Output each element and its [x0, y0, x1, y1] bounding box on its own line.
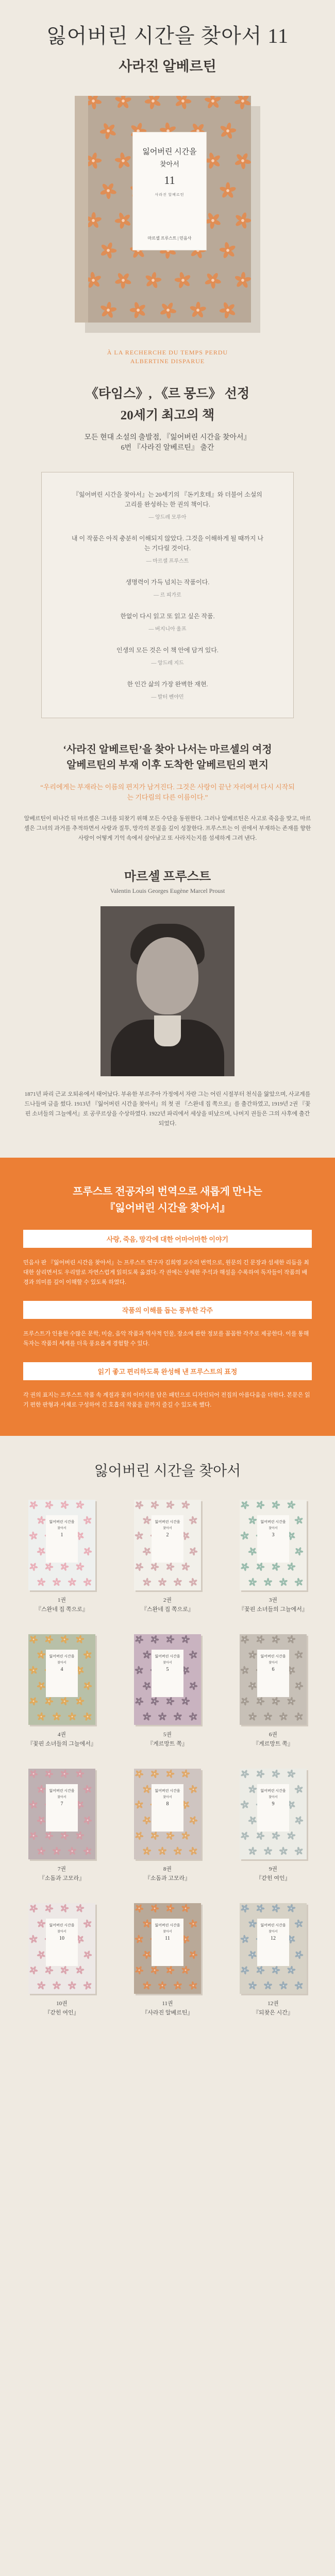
quote: [70, 612, 265, 634]
volume-cover: [134, 1769, 201, 1859]
volume-label-subtitle: 찾아서: [163, 1796, 172, 1799]
volume-label: [46, 1515, 78, 1563]
volume-name: 『갇힌 여인』: [44, 2010, 79, 2016]
feature-text: 민음사 판 『잃어버린 시간을 찾아서』는 프루스트 연구자 김희영 교수의 번역으로, 원문의 긴 문장과 섬세한 리듬을 최대한 살리면서도 우리말로 자연스럽게 읽히도록 옮겼다. 각 권에는 상세한 주석과 해설을 수록하여 독자들이 작품의 배경과 의미를 깊이 이해할 수 있도록 하였다.: [23, 1260, 309, 1285]
volume-item[interactable]: [23, 1769, 100, 1883]
volume-label-number: 10: [59, 1936, 64, 1941]
feature-banner: 사랑, 죽음, 망각에 대한 어마어마한 이야기: [23, 1230, 312, 1248]
portrait-shirt: [154, 1015, 181, 1046]
volume-label: [152, 1650, 183, 1697]
volume-name: 『사라진 알베르틴』: [142, 2010, 193, 2016]
volume-number: 9권: [269, 1866, 278, 1872]
quote-source: — 앙드레 모루아: [148, 515, 187, 520]
book-label-number: 11: [164, 174, 175, 187]
volume-name: 『게르망트 쪽』: [253, 1741, 293, 1747]
volume-name: 『갇힌 여인』: [256, 1875, 291, 1882]
volume-label: [257, 1919, 289, 1966]
translation-heading: [0, 1183, 335, 1216]
volume-item[interactable]: [129, 1903, 206, 2017]
volume-cover: [134, 1903, 201, 1994]
volume-label-subtitle: 찾아서: [163, 1930, 172, 1934]
volume-label-title: 잃어버린 시간을: [155, 1654, 180, 1658]
volume-item[interactable]: [23, 1634, 100, 1748]
volume-label: [152, 1784, 183, 1832]
release-text-line2: 6번 『사라진 알베르틴』 출간: [121, 444, 214, 452]
volume-label-title: 잃어버린 시간을: [155, 1520, 180, 1524]
synopsis-lead: “우리에게는 부재라는 이름의 편지가 남겨진다. 그것은 사랑이 끝난 자리에서 다시 시작되는 기다림의 다른 이름이다.”: [40, 783, 295, 801]
feature-banner: 작품의 이해를 돕는 풍부한 각주: [23, 1301, 312, 1319]
volume-cover: [28, 1903, 95, 1994]
author-bio: 1871년 파리 근교 오퇴유에서 태어났다. 부유한 부르주아 가정에서 자란 그는 어린 시절부터 천식을 앓았으며, 사교계를 드나들며 글을 썼다. 1913년 『잃어버린 시간을 찾아서』의 첫 권 『스완네 집 쪽으로』를 출간하였고, 1919년 2권 『꽃핀 소녀들의 그늘에서』로 공쿠르상을 수상하였다. 1922년 파리에서 세상을 떠났으며, 나머지 권들은 그의 사후에 출간되었다.: [24, 1091, 311, 1127]
feature-text: 프루스트가 인용한 수많은 문학, 미술, 음악 작품과 역사적 인물, 장소에 관한 정보를 꼼꼼한 각주로 제공한다. 이를 통해 독자는 작품의 세계를 더욱 풍요롭게 경험할 수 있다.: [23, 1331, 309, 1347]
book-label-line2: 찾아서: [160, 160, 179, 168]
synopsis-heading-line2: 알베르틴의 부재 이후 도착한 알베르틴의 편지: [66, 759, 269, 771]
volume-label-number: 5: [166, 1667, 169, 1672]
synopsis-body: 알베르틴이 떠나간 뒤 마르셀은 그녀를 되찾기 위해 모든 수단을 동원한다. 그러나 알베르틴은 사고로 죽음을 맞고, 마르셀은 그녀의 과거를 추적하면서 사랑과 질투, 망각의 본질을 깊이 성찰한다. 프루스트는 이 권에서 부재하는 존재를 향한 사랑이 어떻게 기억 속에서 살아남고 또 사라지는지를 섬세하게 그려 낸다.: [24, 816, 311, 841]
book-spine: [75, 96, 89, 323]
volume-label-subtitle: 찾아서: [57, 1930, 66, 1934]
volume-cover: [240, 1903, 307, 1994]
volume-item[interactable]: [129, 1769, 206, 1883]
volume-label-number: 11: [165, 1936, 170, 1941]
volume-label-number: 6: [272, 1667, 275, 1672]
release-text: [0, 433, 335, 453]
quote-box: [41, 472, 294, 718]
volume-label: [257, 1650, 289, 1697]
book-front: [88, 96, 251, 323]
quote: [70, 490, 265, 522]
volume-label-subtitle: 찾아서: [57, 1796, 66, 1799]
volume-number: 2권: [163, 1597, 172, 1603]
volume-label-title: 잃어버린 시간을: [260, 1654, 286, 1658]
volume-label-title: 잃어버린 시간을: [49, 1520, 75, 1524]
quote: [70, 578, 265, 600]
quote-text: 인생의 모든 것은 이 책 안에 담겨 있다.: [116, 647, 219, 654]
award-line2: 20세기 최고의 책: [120, 409, 215, 422]
volume-number: 8권: [163, 1866, 172, 1872]
quote-text: 내 이 작품은 아직 충분히 이해되지 않았다. 그것을 이해하게 될 때까지 나는 기다릴 것이다.: [71, 535, 264, 552]
synopsis-heading: [0, 742, 335, 773]
quote: [70, 680, 265, 702]
volume-label-number: 12: [271, 1936, 276, 1941]
quote: [70, 534, 265, 566]
book-label-publisher: 마르셀 프루스트 | 민음사: [147, 236, 192, 241]
volume-label-number: 7: [60, 1801, 63, 1807]
volume-name: 『되찾은 시간』: [253, 2010, 293, 2016]
book-label: [132, 132, 207, 250]
volume-label-subtitle: 찾아서: [163, 1527, 172, 1530]
volume-label-number: 2: [166, 1532, 169, 1538]
translation-section: [0, 1158, 335, 1436]
volume-name: 『꽃핀 소녀들의 그늘에서』: [27, 1741, 96, 1747]
volume-label-title: 잃어버린 시간을: [260, 1923, 286, 1927]
volume-label-subtitle: 찾아서: [163, 1662, 172, 1665]
volume-label-number: 9: [272, 1801, 275, 1807]
volume-label-title: 잃어버린 시간을: [49, 1923, 75, 1927]
volume-item[interactable]: [234, 1769, 312, 1883]
volume-label-subtitle: 찾아서: [269, 1662, 278, 1665]
translation-heading-line2: 『잃어버린 시간을 찾아서』: [105, 1202, 230, 1214]
book-cover-image: [75, 96, 260, 333]
volume-label-subtitle: 찾아서: [57, 1662, 66, 1665]
volume-name: 『꽃핀 소녀들의 그늘에서』: [239, 1606, 308, 1613]
volume-number: 12권: [267, 2001, 279, 2007]
volume-name: 『스완네 집 쪽으로』: [141, 1606, 194, 1613]
volume-item[interactable]: [129, 1634, 206, 1748]
volume-label: [46, 1919, 78, 1966]
volume-label-title: 잃어버린 시간을: [49, 1654, 75, 1658]
author-portrait: [100, 906, 234, 1076]
volume-label-number: 4: [60, 1667, 63, 1672]
quote-source: — 르 피가로: [154, 592, 181, 598]
volume-label: [46, 1650, 78, 1697]
volume-cover: [134, 1634, 201, 1725]
volume-number: 7권: [57, 1866, 66, 1872]
volume-label: [152, 1919, 183, 1966]
volume-label-title: 잃어버린 시간을: [260, 1789, 286, 1793]
volume-item[interactable]: [234, 1903, 312, 2017]
volume-item[interactable]: [234, 1500, 312, 1614]
feature-text: 각 권의 표지는 프루스트 작품 속 계절과 꽃의 이미지를 담은 패턴으로 디자인되어 전집의 아름다움을 더한다. 본문은 읽기 편한 판형과 서체로 구성하여 긴 호흡의 작품을 끝까지 즐길 수 있도록 했다.: [23, 1392, 310, 1408]
volume-number: 1권: [57, 1597, 66, 1603]
author-name: 마르셀 프루스트: [124, 870, 211, 884]
quote-source: — 버지니아 울프: [148, 626, 187, 632]
volume-cover: [134, 1500, 201, 1590]
volume-number: 11권: [162, 2001, 173, 2007]
volume-label-subtitle: 찾아서: [57, 1527, 66, 1530]
volume-cover: [28, 1500, 95, 1590]
volume-cover: [240, 1634, 307, 1725]
quote-source: — 마르셀 프루스트: [146, 558, 189, 564]
hero-section: [0, 0, 335, 1158]
volume-label-subtitle: 찾아서: [269, 1796, 278, 1799]
volume-label: [46, 1784, 78, 1832]
portrait-face: [137, 937, 198, 1014]
volume-item[interactable]: [23, 1500, 100, 1614]
author-full-name: Valentin Louis Georges Eugène Marcel Proust: [110, 887, 225, 894]
volume-item[interactable]: [129, 1500, 206, 1614]
award-line1: 《타임스》, 《르 몽드》 선정: [85, 387, 250, 401]
synopsis-heading-line1: ‘사라진 알베르틴’을 찾아 나서는 마르셀의 여정: [63, 744, 272, 755]
release-text-line1: 모든 현대 소설의 출발점, 『잃어버린 시간을 찾아서』: [84, 434, 251, 442]
volume-label: [152, 1515, 183, 1563]
series-grid: [23, 1500, 312, 2017]
volume-label-number: 8: [166, 1801, 169, 1807]
volume-name: 『게르망트 쪽』: [147, 1741, 188, 1747]
quote-text: 생명력이 가득 넘치는 작품이다.: [125, 579, 210, 586]
quote-source: — 발터 벤야민: [151, 694, 184, 700]
french-title: [0, 348, 335, 366]
volume-item[interactable]: [234, 1634, 312, 1748]
feature-banner: 읽기 좋고 편리하도록 완성해 낸 프루스트의 표정: [23, 1362, 312, 1380]
series-section: [0, 1436, 335, 2053]
volume-number: 10권: [56, 2001, 68, 2007]
volume-number: 5권: [163, 1732, 172, 1738]
volume-label-title: 잃어버린 시간을: [49, 1789, 75, 1793]
french-title-line2: ALBERTINE DISPARUE: [130, 358, 205, 365]
volume-name: 『소돔과 고모라』: [144, 1875, 191, 1882]
quote-text: 한없이 다시 읽고 또 읽고 싶은 작품.: [120, 613, 215, 620]
volume-cover: [28, 1634, 95, 1725]
volume-name: 『스완네 집 쪽으로』: [36, 1606, 88, 1613]
quote-source: — 앙드레 지드: [151, 660, 184, 666]
translation-heading-line1: 프루스트 전공자의 번역으로 새롭게 만나는: [73, 1186, 262, 1197]
volume-label-subtitle: 찾아서: [269, 1527, 278, 1530]
quote: [70, 646, 265, 668]
volume-item[interactable]: [23, 1903, 100, 2017]
volume-label-number: 1: [60, 1532, 63, 1538]
volume-label-title: 잃어버린 시간을: [155, 1789, 180, 1793]
book-label-line1: 잃어버린 시간을: [142, 148, 197, 156]
volume-cover: [240, 1769, 307, 1859]
volume-number: 6권: [269, 1732, 278, 1738]
page-title: 잃어버린 시간을 찾아서 11: [46, 24, 289, 47]
quote-text: 한 인간 삶의 가장 완벽한 재현.: [127, 681, 208, 688]
volume-cover: [28, 1769, 95, 1859]
quote-text: 『잃어버린 시간을 찾아서』는 20세기의 『돈키호테』와 더불어 소설의 고리를 완성하는 한 권의 책이다.: [73, 491, 262, 508]
page-subtitle: 사라진 알베르틴: [119, 59, 216, 74]
volume-label-number: 3: [272, 1532, 275, 1538]
volume-label: [257, 1784, 289, 1832]
volume-number: 4권: [57, 1732, 66, 1738]
series-title: 잃어버린 시간을 찾아서: [94, 1463, 241, 1479]
volume-label-title: 잃어버린 시간을: [260, 1520, 286, 1524]
volume-number: 3권: [269, 1597, 278, 1603]
french-title-line1: À LA RECHERCHE DU TEMPS PERDU: [107, 349, 228, 356]
volume-name: 『소돔과 고모라』: [39, 1875, 85, 1882]
volume-cover: [240, 1500, 307, 1590]
volume-label: [257, 1515, 289, 1563]
volume-label-title: 잃어버린 시간을: [155, 1923, 180, 1927]
book-label-subtitle: 사라진 알베르틴: [155, 193, 185, 197]
volume-label-subtitle: 찾아서: [269, 1930, 278, 1934]
